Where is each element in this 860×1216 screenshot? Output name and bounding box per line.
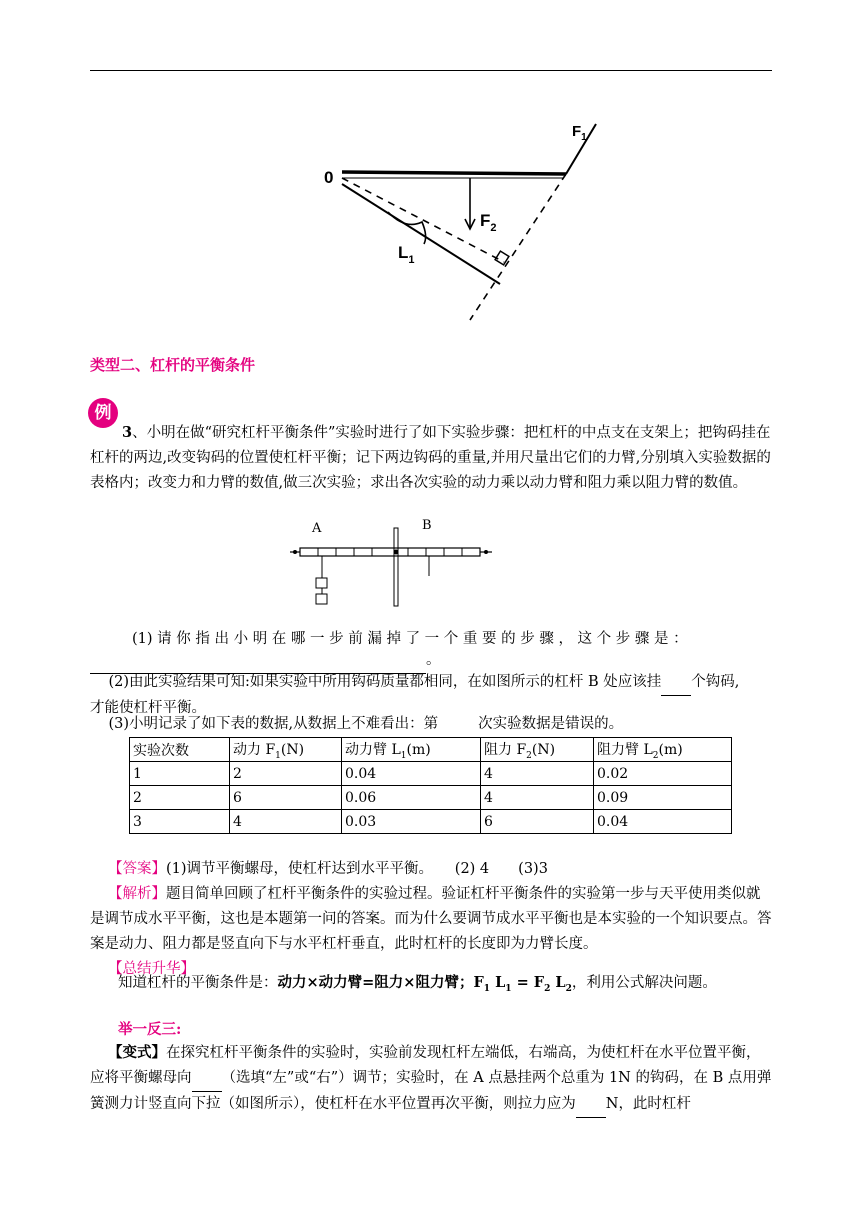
table-cell: 3 (130, 810, 230, 834)
point-b-label: B (422, 518, 432, 533)
table-row (130, 810, 732, 834)
lever-bar (342, 172, 566, 174)
table-header-cell: 阻力 $F_2(N)$ (481, 738, 594, 762)
lever-experiment-diagram (286, 514, 502, 610)
question-text: 、小明在做“研究杠杆平衡条件”实验时进行了如下实验步骤：把杠杆的中点支在支架上；把钩码挂在杠杆的两边,改变钩码的位置使杠杆平衡；记下两边钩码的重量,并用尺量出它们的力臂,分别填入实验数据的表格内；改变力和力臂的数值,做三次实验；求出各次实验的动力乘以动力臂和阻力乘以阻力臂的数值。 (90, 425, 771, 491)
l1-brace (388, 212, 426, 244)
table-cell: 0.04 (594, 810, 732, 834)
pivot-point (394, 550, 399, 555)
table-cell: 2 (230, 762, 342, 786)
l1-arm-line (342, 184, 500, 284)
analysis-label: 【解析】 (108, 886, 166, 902)
table-cell: 4 (481, 786, 594, 810)
table-header-row (130, 738, 732, 762)
pivot-label: 0 (324, 168, 334, 187)
answer-label: 【答案】 (108, 861, 166, 877)
analysis-text: 题目简单回顾了杠杆平衡条件的实验过程。验证杠杆平衡条件的实验第一步与天平使用类似就是调节成水平平衡，这也是本题第一问的答案。而为什么要调节成水平平衡也是本实验的一个知识要点。答案是动力、阻力都是竖直向下与水平杠杆垂直，此时杠杆的长度即为力臂长度。 (90, 886, 772, 952)
question-part-2: (2)由此实验结果可知:如果实验中所用钩码质量都相同，在如图所示的杠杆 B 处应该挂 个钩码, 才能使杠杆平衡。 (90, 670, 772, 721)
support-stand (394, 528, 398, 606)
table-cell: 4 (481, 762, 594, 786)
table-header-cell: 动力臂 $L_1(m)$ (342, 738, 481, 762)
table-row (130, 762, 732, 786)
experiment-data-table (129, 737, 732, 834)
practice-heading: 举一反三: (118, 1021, 182, 1038)
point-a-label: A (312, 521, 322, 536)
table-cell: 0.03 (342, 810, 481, 834)
f1-label: $F_1$ (572, 123, 587, 143)
lever-beam (300, 548, 480, 556)
table-header-cell: 实验次数 (130, 738, 230, 762)
summary-text: 知道杠杆的平衡条件是：动力×动力臂=阻力×阻力臂；$F_1$ $L_1 = F_2$ $L_2$，利用公式解决问题。 (118, 974, 717, 994)
balance-formula: $F_1$ $L_1 = F_2$ $L_2$ (473, 974, 572, 994)
table-cell: 0.02 (594, 762, 732, 786)
practice-label: 【变式】 (108, 1044, 166, 1061)
question-part-1-blank: 。 (90, 648, 772, 674)
beam-ticks (318, 548, 462, 556)
left-balance-nut (293, 550, 297, 554)
practice-text: 【变式】在探究杠杆平衡条件的实验时，实验前发现杠杆左端低，右端高，为使杠杆在水平位置平衡，应将平衡螺母向 （选填“左”或“右”）调节；实验时，在 A 点悬挂两个总重为 1N 的钩码，在 B 点用弹簧测力计竖直向下拉（如图所示），使杠杆在水平位置再次平衡，则拉力应为 N，此时杠杆 (90, 1040, 772, 1118)
hook-mass-1 (316, 578, 327, 588)
lever-force-diagram (300, 112, 620, 327)
question-part-1: (1) 请 你 指 出 小 明 在 哪 一 步 前 漏 掉 了 一 个 重 要 的 步 骤 ， 这 个 步 骤 是 ： (132, 631, 688, 647)
question-number: 3 (122, 424, 133, 441)
table-cell: 6 (230, 786, 342, 810)
question-stem (90, 420, 772, 496)
question-part-3: (3)小明记录了如下表的数据,从数据上不难看出：第 次实验数据是错误的。 (90, 712, 772, 738)
header-rule (90, 70, 772, 71)
section-heading: 类型二、杠杆的平衡条件 (90, 356, 256, 374)
example-badge: 例 (88, 398, 118, 428)
table-cell: 0.04 (342, 762, 481, 786)
f1-action-line (470, 174, 566, 320)
table-cell: 2 (130, 786, 230, 810)
right-balance-nut (484, 550, 488, 554)
summary-label: 【总结升华】 (108, 961, 195, 977)
f2-label: $F_2$ (480, 211, 497, 234)
hook-mass-2 (316, 594, 327, 604)
answer-block (90, 857, 772, 882)
table-header-cell: 动力 $F_1(N)$ (230, 738, 342, 762)
table-cell: 6 (481, 810, 594, 834)
analysis-block (90, 882, 772, 957)
answer-text: (1)调节平衡螺母，使杠杆达到水平平衡。 (2) 4 (3)3 (166, 861, 548, 877)
table-cell: 1 (130, 762, 230, 786)
table-cell: 0.09 (594, 786, 732, 810)
table-row (130, 786, 732, 810)
table-cell: 0.06 (342, 786, 481, 810)
l1-label: $L_1$ (398, 243, 415, 266)
table-header-cell: 阻力臂 $L_2(m)$ (594, 738, 732, 762)
table-cell: 4 (230, 810, 342, 834)
